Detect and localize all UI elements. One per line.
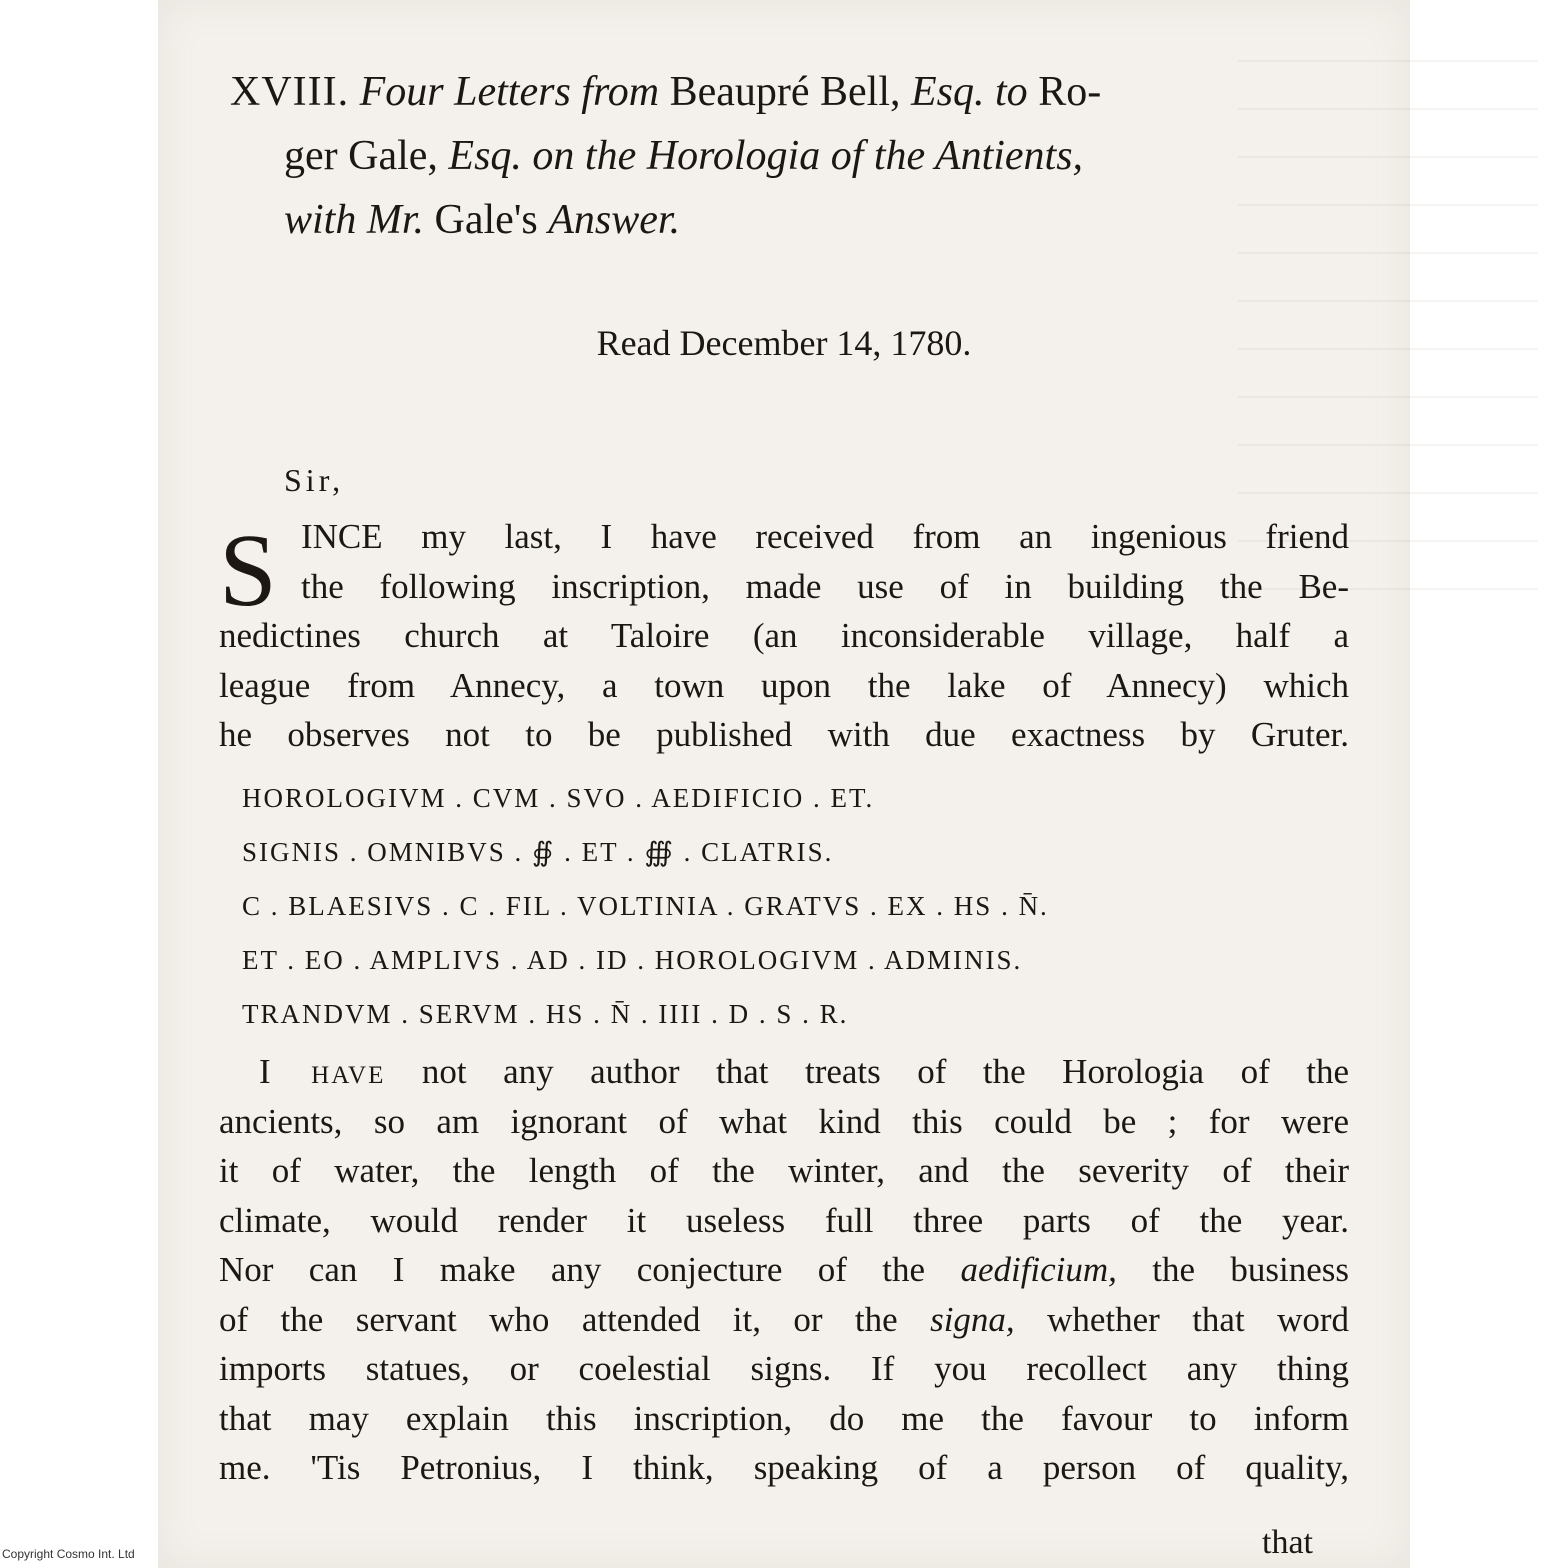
latin-inscription <box>242 776 1322 1046</box>
title-italic: Esq. to <box>911 69 1028 115</box>
italic-word: aedificium, <box>960 1250 1117 1289</box>
text-line <box>219 1245 1349 1295</box>
lead-words: I have <box>259 1052 386 1091</box>
title-roman: Gale's <box>434 197 538 243</box>
inscription-line: TRANDVM . SERVM . HS . N̄ . IIII . D . S . R. <box>242 999 849 1029</box>
text-span: not any author that treats of the Horologia of the <box>421 1052 1349 1091</box>
title-line-2 <box>230 124 1360 188</box>
drop-cap: S <box>219 513 277 628</box>
title-italic: with Mr. <box>284 197 425 243</box>
text-line: that may explain this inscription, do me the favour to inform <box>219 1398 1349 1438</box>
paragraph-1 <box>219 512 1349 760</box>
paragraph-2 <box>219 1047 1349 1493</box>
text-line: me. 'Tis Petronius, I think, speaking of a person of quality, <box>219 1448 1349 1487</box>
text-line: it of water, the length of the winter, and the severity of their <box>219 1151 1349 1190</box>
read-date: Read December 14, 1780. <box>596 323 972 363</box>
text-span: the business <box>1152 1250 1350 1289</box>
text-line: nedictines church at Taloire (an inconsiderable village, half a <box>219 616 1349 655</box>
text-line <box>219 1047 1349 1097</box>
catchword: that <box>1262 1524 1313 1561</box>
article-number: XVIII. <box>230 69 350 115</box>
inscription-line: C . BLAESIVS . C . FIL . VOLTINIA . GRATVS . EX . HS . N̄. <box>242 891 1049 921</box>
text-span: Nor can I make any conjecture of the <box>219 1250 926 1289</box>
text-line: ancients, so am ignorant of what kind this could be ; for were <box>219 1101 1349 1141</box>
title-italic: Answer. <box>548 197 681 243</box>
text-line: the following inscription, made use of in building the Be- <box>301 566 1349 606</box>
title-italic: Esq. on the Horologia of the Antients, <box>448 133 1084 179</box>
text-line: climate, would render it useless full three parts of the year. <box>219 1200 1349 1240</box>
inscription-line: SIGNIS . OMNIBVS . ∯ . ET . ∰ . CLATRIS. <box>242 837 834 867</box>
text-line: league from Annecy, a town upon the lake of Annecy) which <box>219 665 1349 705</box>
text-line: INCE my last, I have received from an ingenious friend <box>301 517 1349 556</box>
inscription-line: HOROLOGIVM . CVM . SVO . AEDIFICIO . ET. <box>242 783 875 813</box>
title-roman: ger Gale, <box>284 133 438 179</box>
title-line-3 <box>230 188 1360 252</box>
copyright-notice: Copyright Cosmo Int. Ltd <box>2 1547 135 1561</box>
title-roman: Ro- <box>1038 69 1102 115</box>
text-line <box>219 1295 1349 1345</box>
title-line-1 <box>230 60 1360 124</box>
inscription-line: ET . EO . AMPLIVS . AD . ID . HOROLOGIVM . ADMINIS. <box>242 945 1023 975</box>
text-line: he observes not to be published with due exactness by Gruter. <box>219 715 1349 754</box>
text-line: imports statues, or coelestial signs. If you recollect any thing <box>219 1349 1349 1388</box>
text-span: of the servant who attended it, or the <box>219 1299 898 1339</box>
text-span: whether that word <box>1047 1299 1350 1339</box>
article-title <box>230 60 1360 252</box>
salutation: Sir, <box>284 462 345 498</box>
title-italic: Four Letters from <box>359 69 660 115</box>
italic-word: signa, <box>930 1299 1015 1339</box>
title-roman: Beaupré Bell, <box>669 69 901 115</box>
